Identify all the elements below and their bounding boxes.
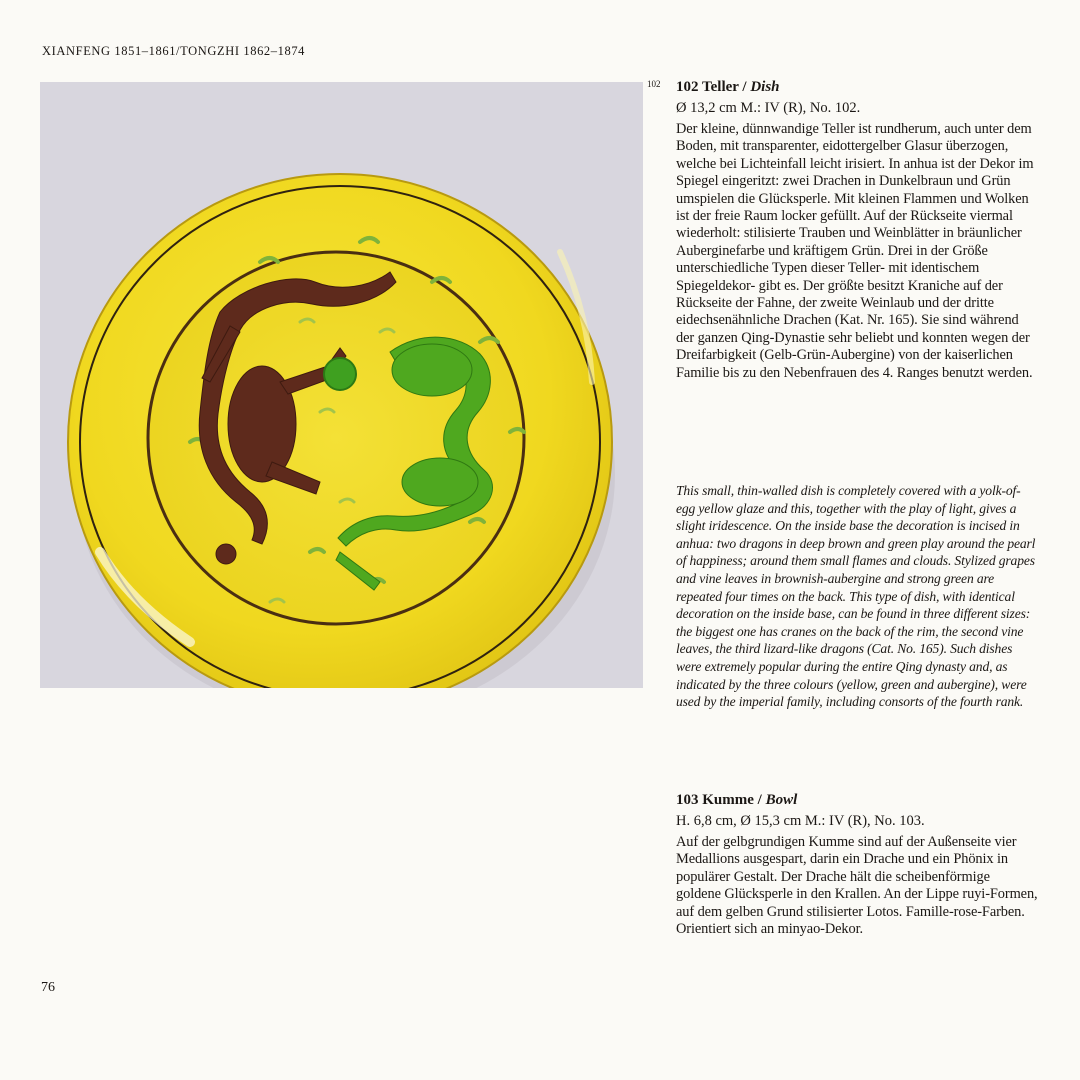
entry-102-title: 102 Teller / Dish	[676, 79, 780, 95]
entry-103-title-en: Bowl	[765, 792, 798, 808]
entry-102-english	[676, 482, 1038, 711]
entry-102-title-en: Dish	[750, 79, 780, 95]
entry-102-text-en: This small, thin-walled dish is completely covered with a yolk-of-egg yellow glaze and this, together with the play of light, gives a slight iridescence. On the inside base the decoration is incised in anhua: two dragons in deep brown and green play around the pearl of happiness; around them small flames and clouds. Stylized grapes and vine leaves in brownish-aubergine and strong green are repeated four times on the back. This type of dish, with identical decoration on the inside base, can be found in three different sizes: the biggest one has cranes on the back of the rim, the second vine leaves, the third lizard-like dragons (Cat. No. 165). Such dishes were extremely popular during the entire Qing dynasty and, as indicated by the three colours (yellow, green and aubergine), were used by the imperial family, including consorts of the fourth rank.	[676, 483, 1036, 710]
entry-103-title-de: Kumme	[702, 792, 754, 808]
entry-102	[676, 78, 1038, 382]
entry-102-meta: Ø 13,2 cm M.: IV (R), No. 102.	[676, 100, 861, 116]
entry-103-text-de: Auf der gelbgrundigen Kumme sind auf der Außenseite vier Medallions ausgespart, darin ein Drache und ein Phönix in populärer Gestalt. Der Drache hält die scheibenförmige goldene Glücksperle in den Krallen. An der Lippe ruyi-Formen, auf dem gelben Grund stilisierter Lotos. Famille-rose-Farben. Orientiert sich an minyao-Dekor.	[676, 834, 1038, 938]
entry-103	[676, 791, 1038, 938]
pearl-of-happiness	[324, 358, 356, 390]
dish-photograph	[40, 82, 643, 688]
yellow-dragon-dish-image	[40, 82, 643, 688]
running-head: XIANFENG 1851–1861/TONGZHI 1862–1874	[42, 44, 306, 58]
entry-103-title: 103 Kumme / Bowl	[676, 792, 798, 808]
entry-103-number: 103	[676, 792, 699, 808]
margin-entry-number: 102	[647, 79, 661, 89]
entry-103-meta: H. 6,8 cm, Ø 15,3 cm M.: IV (R), No. 103.	[676, 813, 925, 829]
entry-102-number: 102	[676, 79, 699, 95]
entry-102-text-de: Der kleine, dünnwandige Teller ist rundherum, auch unter dem Boden, mit transparenter, eidottergelber Glasur überzogen, welche bei Lichteinfall leicht irisiert. In anhua ist der Dekor im Spiegel eingeritzt: zwei Drachen in Dunkelbraun und Grün umspielen die Glücksperle. Mit kleinen Flammen und Wolken ist der freie Raum locker gefüllt. Auf der Rückseite viermal wiederholt: stilisierte Trauben und Weinblätter in bräunlicher Auberginefarbe und kräftigem Grün. Drei in der Größe unterschiedliche Typen dieser Teller- mit identischem Spiegeldekor- gibt es. Der größte besitzt Kraniche auf der Rückseite der Fahne, der zweite Weinlaub und der dritte eidechsenähnliche Drachen (Kat. Nr. 165). Sie sind während der ganzen Qing-Dynastie sehr beliebt und konnten wegen der Dreifarbigkeit (Gelb-Grün-Aubergine) von der kaiserlichen Familie bis zu den Nebenfrauen des 4. Ranges benutzt werden.	[676, 121, 1034, 381]
entry-102-title-de: Teller	[701, 79, 739, 95]
page-number: 76	[41, 980, 55, 995]
